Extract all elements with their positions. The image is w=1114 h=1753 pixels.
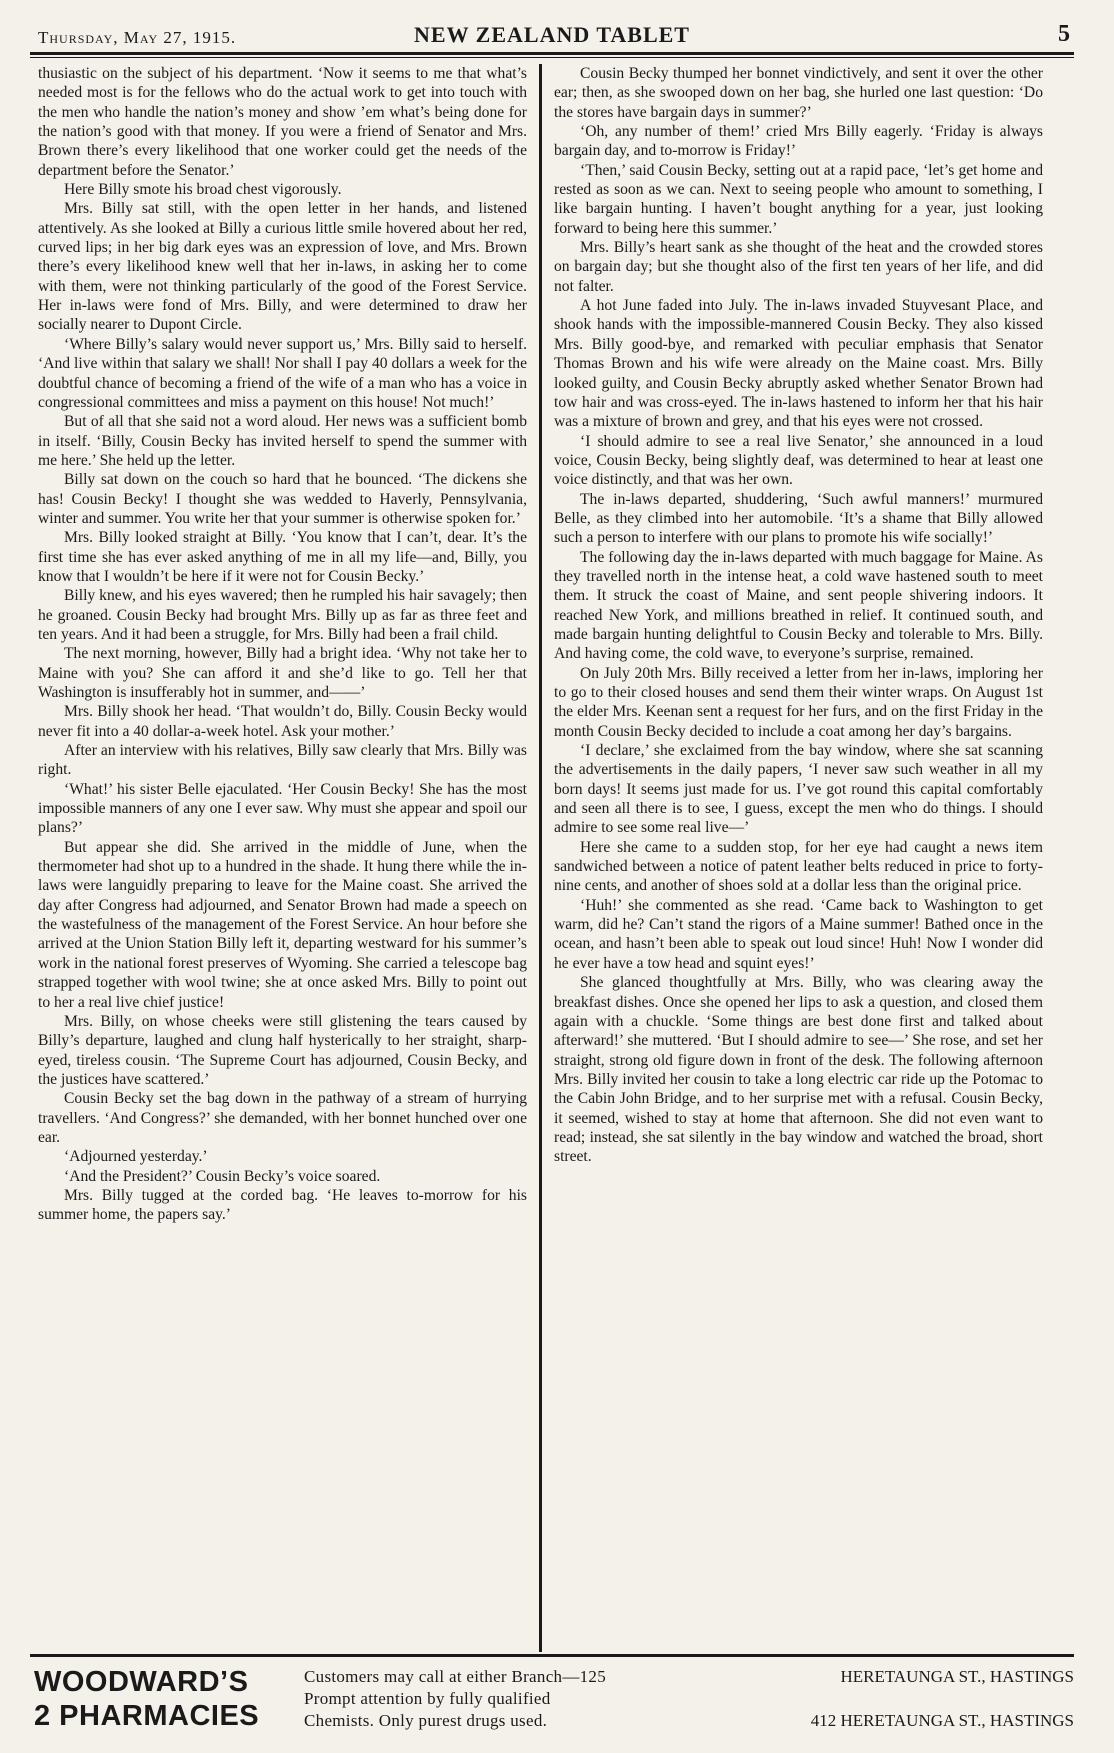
column-divider bbox=[539, 64, 542, 1652]
advert-line-3 bbox=[304, 1710, 1074, 1732]
advert-brand-line1: WOODWARD’S bbox=[34, 1666, 249, 1698]
footer-rule bbox=[30, 1654, 1074, 1657]
article-paragraph: She glanced thoughtfully at Mrs. Billy, who was clearing away the breakfast dishes. Once she opened her lips to ask a question, and closed them again with a chuckle. ‘Some things are best done first and talked about afterward!’ she muttered. ‘But I should admire to see—’ She rose, and set her straight, strong old figure down in front of the desk. The following afternoon Mrs. Billy invited her cousin to take a long electric car ride up the Potomac to the Cabin John Bridge, and to her surprise met with a refusal. Cousin Becky, it seemed, wished to stay at home that afternoon. She did not even want to read; instead, she sat silently in the bay window and watched the broad, short street. bbox=[554, 974, 1043, 1166]
article-paragraph: ‘Then,’ said Cousin Becky, setting out at a rapid pace, ‘let’s get home and rested as soon as we can. Next to seeing people who amount to something, I like bargain hunting. I haven’t bought anything for a year, just looking forward to being here this summer.’ bbox=[554, 161, 1043, 237]
article-paragraph: Mrs. Billy, on whose cheeks were still glistening the tears caused by Billy’s departure, laughed and clung half hysterically to her straight, sharp-eyed, tireless cousin. ‘The Supreme Court has adjourned, Cousin Becky, and the justices have scattered.’ bbox=[38, 1012, 527, 1088]
article-paragraph: The in-laws departed, shuddering, ‘Such awful manners!’ murmured Belle, as they climbed into her automobile. ‘It’s a shame that Billy allowed such a person to interfere with our plans to promote his wife socially!’ bbox=[554, 490, 1043, 547]
article-paragraph: But appear she did. She arrived in the middle of June, when the thermometer had shot up to a hundred in the shade. It hung there while the in-laws were languidly preparing to leave for the Maine coast. She arrived the day after Congress had adjourned, and Senator Brown had made a speech on the wastefulness of the management of the Forest Service. An hour before she arrived at the Union Station Billy left it, departing westward for his summer’s work in the national forest preserves of Wyoming. She carried a telescope bag strapped together with wool twine; she at once asked Mrs. Billy to point out to her a real live chief justice! bbox=[38, 838, 527, 1011]
advert-text bbox=[304, 1666, 1074, 1732]
masthead bbox=[30, 18, 1074, 48]
advert-brand bbox=[30, 1665, 304, 1733]
article-paragraph: ‘I declare,’ she exclaimed from the bay window, where she sat scanning the advertisements in the daily papers, ‘I never saw such weather in all my born days! It seems just made for us. I’ve got round this capital comfortably and seen all there is to see, I guess, except the men who do things. I should admire to see some real live—’ bbox=[554, 742, 1043, 837]
article-paragraph: ‘And the President?’ Cousin Becky’s voice soared. bbox=[64, 1167, 381, 1185]
article-paragraph: ‘Huh!’ she commented as she read. ‘Came back to Washington to get warm, did he? Can’t stand the rigors of a Maine summer! Bathed once in the ocean, and hasn’t been able to speak out loud since! Huh! Now I wonder did he ever have a tow head and squint eyes!’ bbox=[554, 896, 1043, 972]
article-paragraph: ‘Oh, any number of them!’ cried Mrs Billy eagerly. ‘Friday is always bargain day, and to-morrow is Friday!’ bbox=[554, 123, 1043, 160]
article-paragraph: ‘I should admire to see a real live Senator,’ she announced in a loud voice, Cousin Becky, being slightly deaf, was determined to hear at least one voice distinctly, and that was her own. bbox=[554, 432, 1043, 489]
advert-line-1-right: HERETAUNGA ST., HASTINGS bbox=[840, 1667, 1074, 1686]
issue-date: Thursday, May 27, 1915. bbox=[38, 28, 237, 47]
advert-line-3-left: Chemists. Only purest drugs used. bbox=[304, 1711, 548, 1730]
article-columns bbox=[30, 64, 1074, 1652]
advert-line-1 bbox=[304, 1666, 1074, 1688]
article-paragraph: Mrs. Billy sat still, with the open letter in her hands, and listened attentively. As she looked at Billy a curious little smile hovered about her red, curved lips; in her big dark eyes was an expression of love, and Mrs. Brown there’s every likelihood knew well that her in-laws, in asking her to come with them, were not thinking particularly of the good of the Forest Service. Her in-laws were fond of Mrs. Billy, and were determined to draw her socially nearer to Dupont Circle. bbox=[38, 200, 527, 334]
article-paragraph: The following day the in-laws departed with much baggage for Maine. As they travelled north in the intense heat, a cold wave hastened south to meet them. It struck the coast of Maine, and sent people shivering indoors. It reached New York, and millions breathed in relief. It continued south, and made bargain hunting delightful to Cousin Becky and tolerable to Mrs. Billy. And having come, the cold wave, to everyone’s surprise, remained. bbox=[554, 548, 1043, 663]
article-paragraph: ‘Where Billy’s salary would never support us,’ Mrs. Billy said to herself. ‘And live within that salary we shall! Nor shall I pay 40 dollars a week for the doubtful chance of becoming a friend of the wife of a man who has a voice in congressional committees and miss a payment on this house! Not much!’ bbox=[38, 335, 527, 411]
publication-title: NEW ZEALAND TABLET bbox=[414, 22, 690, 47]
advert-line-1-left: Customers may call at either Branch—125 bbox=[304, 1667, 607, 1686]
article-paragraph: Billy sat down on the couch so hard that he bounced. ‘The dickens she has! Cousin Becky! I thought she was wedded to Haverly, Pennsylvania, winter and summer. You write her that your summer is otherwise spoken for.’ bbox=[38, 471, 527, 527]
article-paragraph: After an interview with his relatives, Billy saw clearly that Mrs. Billy was right. bbox=[38, 742, 527, 779]
article-paragraph: ‘Adjourned yesterday.’ bbox=[64, 1148, 208, 1166]
advert-brand-line2: 2 PHARMACIES bbox=[34, 1700, 260, 1732]
article-paragraph: But of all that she said not a word aloud. Her news was a sufficient bomb in itself. ‘Billy, Cousin Becky has invited herself to spend the summer with me here.’ She held up the letter. bbox=[38, 413, 527, 469]
column-right bbox=[546, 64, 1051, 1652]
advertisement bbox=[30, 1663, 1074, 1735]
masthead-rule-thin bbox=[30, 57, 1074, 58]
article-paragraph: On July 20th Mrs. Billy received a letter from her in-laws, imploring her to go to their closed houses and send them their winter wraps. On August 1st the elder Mrs. Keenan sent a request for her furs, and on the first Friday in the month Cousin Becky decided to include a coat among her day’s bargains. bbox=[554, 664, 1043, 740]
article-paragraph: Billy knew, and his eyes wavered; then he rumpled his hair savagely; then he groaned. Cousin Becky had brought Mrs. Billy up as far as three feet and ten years. And it had been a struggle, for Mrs. Billy had been a frail child. bbox=[38, 587, 527, 643]
article-paragraph: thusiastic on the subject of his department. ‘Now it seems to me that what’s needed most is for the fellows who do the actual work to get into touch with the men who handle the nation’s money and show ’em what’s being done for the nation’s good with that money. If you were a friend of Senator and Mrs. Brown there’s every likelihood that one worker could get the needs of the department before the Senator.’ bbox=[38, 65, 527, 179]
article-paragraph: Cousin Becky set the bag down in the pathway of a stream of hurrying travellers. ‘And Congress?’ she demanded, with her bonnet hunched over one ear. bbox=[38, 1090, 527, 1146]
advert-line-2 bbox=[304, 1688, 1074, 1710]
article-paragraph: A hot June faded into July. The in-laws invaded Stuyvesant Place, and shook hands with the impossible-mannered Cousin Becky. They also kissed Mrs. Billy good-bye, and remarked with peculiar emphasis that Senator Thomas Brown and his wife were already on the Maine coast. Mrs. Billy looked guilty, and Cousin Becky abruptly asked whether Senator Brown had tow hair and was cross-eyed. The in-laws hastened to inform her that his hair was a mixture of brown and grey, and that his eyes were not crossed. bbox=[554, 297, 1043, 431]
column-left bbox=[30, 64, 535, 1652]
article-paragraph: Here Billy smote his broad chest vigorously. bbox=[64, 181, 342, 199]
article-paragraph: Mrs. Billy shook her head. ‘That wouldn’t do, Billy. Cousin Becky would never fit into a 40 dollar-a-week hotel. Ask your mother.’ bbox=[38, 703, 527, 740]
page-number: 5 bbox=[1058, 21, 1070, 47]
advert-line-3-right: 412 HERETAUNGA ST., HASTINGS bbox=[810, 1711, 1074, 1730]
masthead-rule bbox=[30, 52, 1074, 55]
article-paragraph: Cousin Becky thumped her bonnet vindictively, and sent it over the other ear; then, as she swooped down on her bag, she hurled one last question: ‘Do the stores have bargain days in summer?’ bbox=[554, 65, 1043, 121]
article-paragraph: Mrs. Billy looked straight at Billy. ‘You know that I can’t, dear. It’s the first time she has ever asked anything of me in all my life—and, Billy, you know that I wouldn’t be here if it were not for Cousin Becky.’ bbox=[38, 529, 527, 585]
article-paragraph: Mrs. Billy’s heart sank as she thought of the heat and the crowded stores on bargain day; but she thought also of the first ten years of her life, and did not falter. bbox=[554, 239, 1043, 295]
article-paragraph: Mrs. Billy tugged at the corded bag. ‘He leaves to-morrow for his summer home, the papers say.’ bbox=[38, 1186, 527, 1224]
article-paragraph: ‘What!’ his sister Belle ejaculated. ‘Her Cousin Becky! She has the most impossible manners of any one I ever saw. Why must she appear and spoil our plans?’ bbox=[38, 780, 527, 837]
article-paragraph: The next morning, however, Billy had a bright idea. ‘Why not take her to Maine with you? She can afford it and she’d like to go. Tell her that Washington is insufferably hot in summer, and——’ bbox=[38, 645, 527, 701]
article-paragraph: Here she came to a sudden stop, for her eye had caught a news item sandwiched between a notice of patent leather belts reduced in price to forty-nine cents, and another of shoes sold at a dollar less than the original price. bbox=[554, 838, 1043, 895]
advert-line-2-left: Prompt attention by fully qualified bbox=[304, 1689, 551, 1708]
